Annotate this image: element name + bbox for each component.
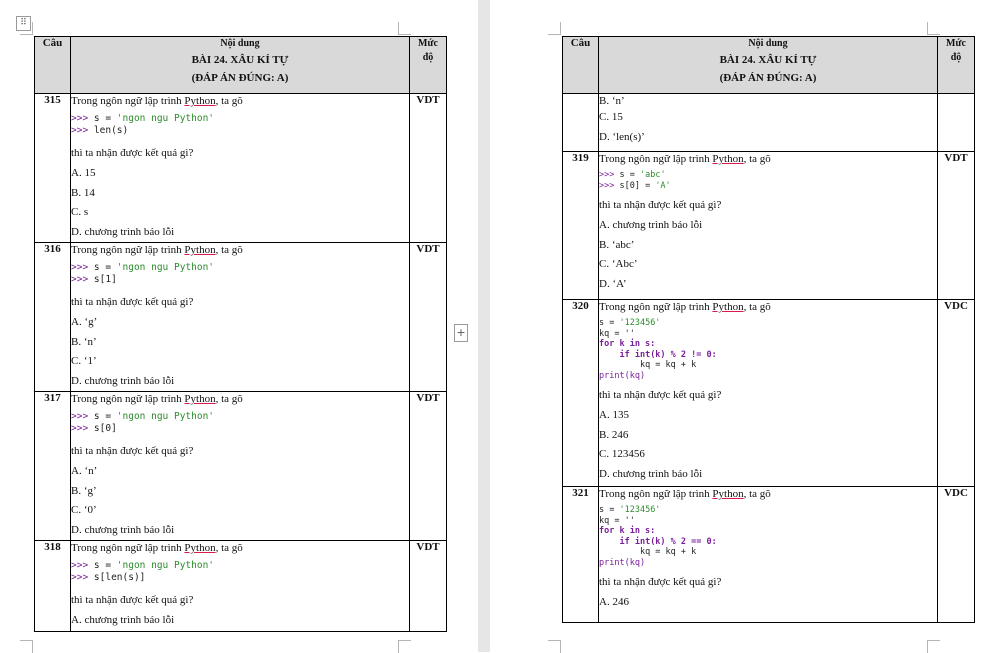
question-prompt: thì ta nhận được kết quả gì? <box>71 296 194 308</box>
question-prompt: thì ta nhận được kết quả gì? <box>71 594 194 606</box>
answer-option: C. ‘1’ <box>71 355 97 367</box>
answer-option: C. 123456 <box>599 448 645 460</box>
difficulty-level: VDT <box>938 152 975 300</box>
question-body <box>71 392 410 541</box>
question-stem: Trong ngôn ngữ lập trình Python, ta gõ <box>71 393 243 405</box>
answer-option: B. ‘abc’ <box>599 238 635 251</box>
question-row-315 <box>35 94 447 243</box>
table-header-row <box>563 37 975 94</box>
answer-option: C. ‘0’ <box>71 504 97 516</box>
answer-option: D. ‘A’ <box>599 277 627 290</box>
answer-option: A. ‘n’ <box>71 465 98 477</box>
document-page-left <box>0 0 478 652</box>
answer-option: D. chương trình báo lỗi <box>71 374 175 387</box>
question-row-319 <box>563 152 975 300</box>
header-content-title: Nội dung <box>748 38 788 49</box>
difficulty-level: VDC <box>938 487 975 623</box>
question-body <box>71 541 410 632</box>
page-corner-mark <box>548 22 561 35</box>
page-corner-mark <box>927 22 940 35</box>
question-stem: Trong ngôn ngữ lập trình Python, ta gõ <box>71 542 243 554</box>
question-prompt: thì ta nhận được kết quả gì? <box>599 389 722 401</box>
question-row-318-continued <box>563 94 975 152</box>
answer-option: B. ‘n’ <box>71 335 97 348</box>
header-answer-note: (ĐÁP ÁN ĐÚNG: A) <box>719 72 817 84</box>
question-body <box>71 94 410 243</box>
difficulty-level: VDC <box>938 300 975 487</box>
header-content <box>599 37 938 94</box>
question-prompt: thì ta nhận được kết quả gì? <box>71 147 194 159</box>
page-corner-mark <box>398 640 411 653</box>
code-block: >>> s = 'ngon ngu Python' >>> s[1] <box>71 262 215 285</box>
table-header-row <box>35 37 447 94</box>
answer-option: C. ‘Abc’ <box>599 258 638 270</box>
header-level-l2: độ <box>950 52 962 63</box>
header-level-l1: Mức <box>418 38 438 49</box>
answer-option: B. ‘n’ <box>599 95 625 107</box>
question-stem: Trong ngôn ngữ lập trình Python, ta gõ <box>599 488 771 500</box>
question-row-317 <box>35 392 447 541</box>
page-corner-mark <box>20 22 33 35</box>
insert-plus-icon[interactable]: + <box>454 324 468 342</box>
answer-option: D. chương trình báo lỗi <box>71 523 175 536</box>
difficulty-level: VDT <box>410 392 447 541</box>
question-number: 315 <box>35 94 71 243</box>
question-prompt: thì ta nhận được kết quả gì? <box>599 199 722 211</box>
answer-option: C. s <box>71 206 89 218</box>
page-corner-mark <box>927 640 940 653</box>
question-table <box>562 36 975 623</box>
question-stem: Trong ngôn ngữ lập trình Python, ta gõ <box>599 301 771 313</box>
answer-option: D. chương trình báo lỗi <box>71 225 175 238</box>
code-block: >>> s = 'abc' >>> s[0] = 'A' <box>599 170 671 191</box>
question-body <box>71 243 410 392</box>
question-row-320 <box>563 300 975 487</box>
question-row-321 <box>563 487 975 623</box>
header-lesson-title: BÀI 24. XÂU KÍ TỰ <box>191 54 289 66</box>
code-block: >>> s = 'ngon ngu Python' >>> len(s) <box>71 113 215 136</box>
header-level <box>410 37 447 94</box>
header-content <box>71 37 410 94</box>
question-number: 318 <box>35 541 71 632</box>
question-body <box>599 152 938 300</box>
page-corner-mark <box>548 640 561 653</box>
answer-option: B. 14 <box>71 186 95 199</box>
answer-option: C. 15 <box>599 111 623 123</box>
difficulty-level: VDT <box>410 541 447 632</box>
header-lesson-title: BÀI 24. XÂU KÍ TỰ <box>719 54 817 66</box>
question-row-316 <box>35 243 447 392</box>
code-block: s = '123456' kq = '' for k in s: if int(k) % 2 == 0: kq = kq + k print(kq) <box>599 505 717 568</box>
header-content-title: Nội dung <box>220 38 260 49</box>
code-block: >>> s = 'ngon ngu Python' >>> s[len(s)] <box>71 560 215 583</box>
answer-option: B. 246 <box>599 428 629 441</box>
header-level-l2: độ <box>422 52 434 63</box>
question-prompt: thì ta nhận được kết quả gì? <box>71 445 194 457</box>
question-number: 316 <box>35 243 71 392</box>
question-stem: Trong ngôn ngữ lập trình Python, ta gõ <box>71 244 243 256</box>
answer-option: A. chương trình báo lỗi <box>599 219 703 231</box>
page-corner-mark <box>20 640 33 653</box>
answer-option: A. 15 <box>71 167 96 179</box>
answer-option: A. 246 <box>599 596 629 608</box>
question-body <box>599 300 938 487</box>
page-gutter <box>478 0 490 652</box>
difficulty-level: VDT <box>410 243 447 392</box>
header-level-l1: Mức <box>946 38 966 49</box>
question-prompt: thì ta nhận được kết quả gì? <box>599 576 722 588</box>
question-number: 319 <box>563 152 599 300</box>
table-move-handle-icon[interactable]: ⠿ <box>16 16 31 31</box>
header-level <box>938 37 975 94</box>
question-number: 320 <box>563 300 599 487</box>
code-block: s = '123456' kq = '' for k in s: if int(k) % 2 != 0: kq = kq + k print(kq) <box>599 318 717 381</box>
answer-option: D. ‘len(s)’ <box>599 130 645 143</box>
question-number: 317 <box>35 392 71 541</box>
code-block: >>> s = 'ngon ngu Python' >>> s[0] <box>71 411 215 434</box>
question-table <box>34 36 447 632</box>
header-answer-note: (ĐÁP ÁN ĐÚNG: A) <box>191 72 289 84</box>
answer-option: D. chương trình báo lỗi <box>599 467 703 480</box>
header-question-number: Câu <box>35 37 71 94</box>
question-stem: Trong ngôn ngữ lập trình Python, ta gõ <box>71 95 243 107</box>
question-row-318 <box>35 541 447 632</box>
question-body <box>599 94 938 152</box>
header-question-number: Câu <box>563 37 599 94</box>
answer-option: B. ‘g’ <box>71 484 97 497</box>
page-corner-mark <box>398 22 411 35</box>
difficulty-level: VDT <box>410 94 447 243</box>
question-number: 321 <box>563 487 599 623</box>
document-page-right <box>490 0 995 652</box>
answer-option: A. chương trình báo lỗi <box>71 614 175 626</box>
question-stem: Trong ngôn ngữ lập trình Python, ta gõ <box>599 153 771 165</box>
answer-option: A. 135 <box>599 409 629 421</box>
question-body <box>599 487 938 623</box>
answer-option: A. ‘g’ <box>71 316 98 328</box>
